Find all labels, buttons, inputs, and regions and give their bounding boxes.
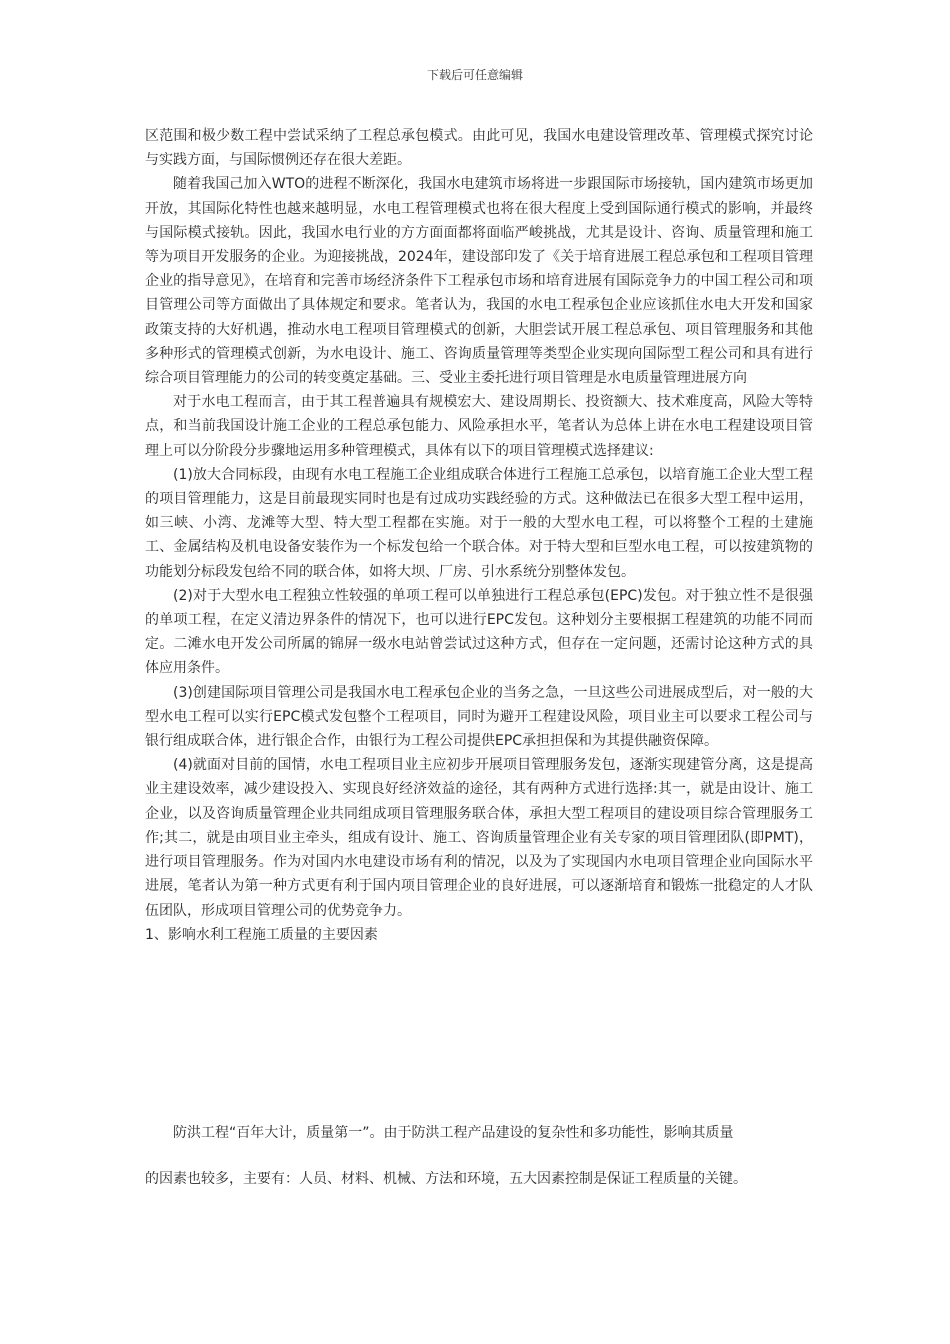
section-body [145,1110,813,1202]
section-line-1: 防洪工程“百年大计，质量第一”。由于防洪工程产品建设的复杂性和多功能性，影响其质量 [173,1125,734,1141]
paragraph-1: 区范围和极少数工程中尝试采纳了工程总承包模式。由此可见，我国水电建设管理改革、管理模式探究讨论与实践方面，与国际惯例还存在很大差距。 [145,128,813,169]
paragraph-6: (3)创建国际项目管理公司是我国水电工程承包企业的当务之急，一旦这些公司进展成型后，对一般的大型水电工程可以实行EPC模式发包整个工程项目，同时为避开工程建设风险，项目业主可以要求工程公司与银行组成联合体，进行银企合作，由银行为工程公司提供EPC承担担保和为其提供融资保障。 [145,684,813,750]
paragraph-7: (4)就面对目前的国情，水电工程项目业主应初步开展项目管理服务发包，逐渐实现建管分离，这是提高业主建设效率，减少建设投入、实现良好经济效益的途径，其有两种方式进行选择:其一，就是由设计、施工企业，以及咨询质量管理企业共同组成项目管理服务联合体，承担大型工程项目的建设项目综合管理服务工作;其二，就是由项目业主牵头，组成有设计、施工、咨询质量管理企业有关专家的项目管理团队(即PMT)，进行项目管理服务。作为对国内水电建设市场有利的情况，以及为了实现国内水电项目管理企业向国际水平进展，笔者认为第一种方式更有利于国内项目管理企业的良好进展，可以逐渐培育和锻炼一批稳定的人才队伍团队，形成项目管理公司的优势竞争力。 [145,757,813,919]
section-line-2: 的因素也较多，主要有：人员、材料、机械、方法和环境，五大因素控制是保证工程质量的关键。 [145,1171,747,1187]
page-header: 下载后可任意编辑 [426,68,523,82]
document-body [145,124,813,947]
paragraph-2: 随着我国己加入WTO的进程不断深化，我国水电建筑市场将进一步跟国际市场接轨，国内建筑市场更加开放，其国际化特性也越来越明显，水电工程管理模式也将在很大程度上受到国际通行模式的影响，并最终与国际模式接轨。因此，我国水电行业的方方面面都将面临严峻挑战，尤其是设计、咨询、质量管理和施工等为项目开发服务的企业。为迎接挑战，2024年，建设部印发了《关于培育进展工程总承包和工程项目管理企业的指导意见》，在培育和完善市场经济条件下工程承包市场和培育进展有国际竞争力的中国工程公司和项目管理公司等方面做出了具体规定和要求。笔者认为，我国的水电工程承包企业应该抓住水电大开发和国家政策支持的大好机遇，推动水电工程项目管理模式的创新，大胆尝试开展工程总承包、项目管理服务和其他多种形式的管理模式创新，为水电设计、施工、咨询质量管理等类型企业实现向国际型工程公司和具有进行综合项目管理能力的公司的转变奠定基础。三、受业主委托进行项目管理是水电质量管理进展方向 [145,176,813,387]
paragraph-3: 对于水电工程而言，由于其工程普遍具有规模宏大、建设周期长、投资额大、技术难度高，风险大等特点，和当前我国设计施工企业的工程总承包能力、风险承担水平，笔者认为总体上讲在水电工程建设项目管理上可以分阶段分步骤地运用多种管理模式，具体有以下的项目管理模式选择建议: [145,394,813,459]
paragraph-5: (2)对于大型水电工程独立性较强的单项工程可以单独进行工程总承包(EPC)发包。对于独立性不是很强的单项工程，在定义清边界条件的情况下，也可以进行EPC发包。这种划分主要根据工程建筑的功能不同而定。二滩水电开发公司所属的锦屏一级水电站曾尝试过这种方式，但存在一定问题，还需讨论这种方式的具体应用条件。 [145,587,813,677]
section-heading: 1、影响水利工程施工质量的主要因素 [145,926,378,943]
paragraph-4: (1)放大合同标段，由现有水电工程施工企业组成联合体进行工程施工总承包，以培育施工企业大型工程的项目管理能力，这是目前最现实同时也是有过成功实践经验的方式。这种做法已在很多大型工程中运用，如三峡、小湾、龙滩等大型、特大型工程都在实施。对于一般的大型水电工程，可以将整个工程的土建施工、金属结构及机电设备安装作为一个标发包给一个联合体。对于特大型和巨型水电工程，可以按建筑物的功能划分标段发包给不同的联合体，如将大坝、厂房、引水系统分别整体发包。 [145,466,813,580]
